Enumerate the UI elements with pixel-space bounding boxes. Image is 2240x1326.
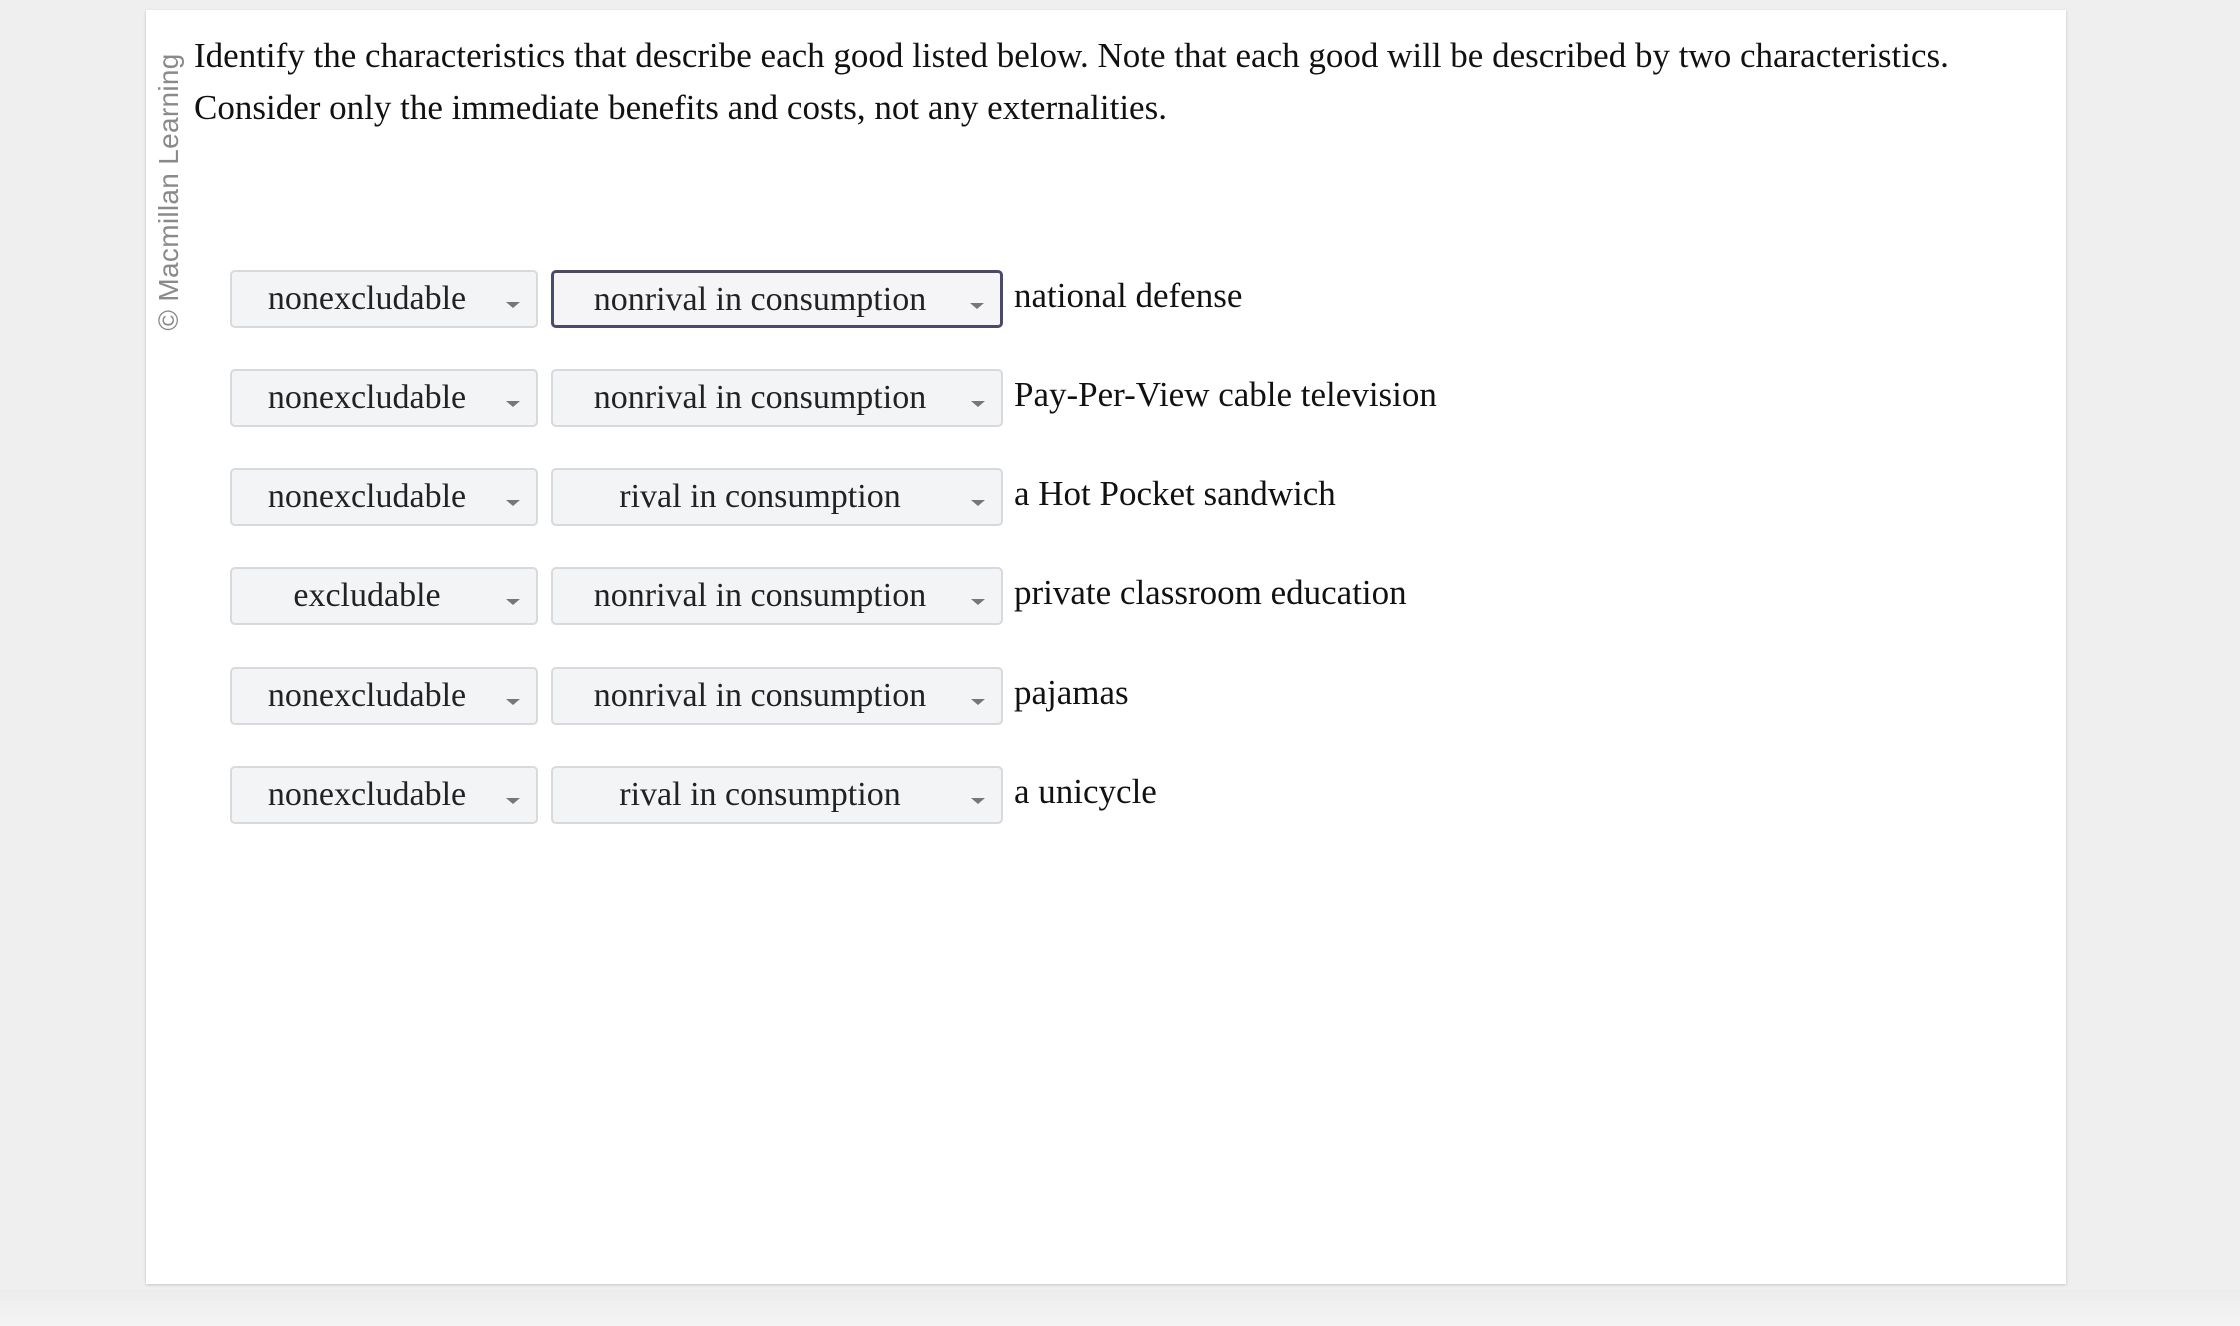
good-row-hot-pocket — [230, 468, 1630, 528]
chevron-down-icon — [506, 500, 520, 506]
chevron-down-icon — [971, 599, 985, 605]
excludability-dropdown[interactable] — [230, 369, 538, 427]
good-name: Pay-Per-View cable television — [1014, 375, 1437, 414]
rivalry-selected-value: nonrival in consumption — [593, 379, 927, 416]
excludability-selected-value: nonexcludable — [267, 280, 467, 317]
excludability-dropdown[interactable] — [230, 567, 538, 625]
excludability-selected-value: nonexcludable — [267, 677, 467, 714]
rivalry-dropdown[interactable] — [551, 270, 1003, 328]
good-row-unicycle — [230, 766, 1630, 826]
excludability-dropdown[interactable] — [230, 270, 538, 328]
excludability-selected-value: nonexcludable — [267, 776, 467, 813]
good-name: private classroom education — [1014, 573, 1407, 612]
excludability-selected-value: nonexcludable — [267, 478, 467, 515]
good-row-pajamas — [230, 667, 1630, 727]
rivalry-selected-value: nonrival in consumption — [593, 281, 927, 318]
chevron-down-icon — [506, 599, 520, 605]
rivalry-dropdown[interactable] — [551, 468, 1003, 526]
chevron-down-icon — [971, 401, 985, 407]
excludability-selected-value: excludable — [293, 577, 441, 614]
rivalry-dropdown[interactable] — [551, 369, 1003, 427]
rivalry-dropdown[interactable] — [551, 567, 1003, 625]
chevron-down-icon — [971, 798, 985, 804]
chevron-down-icon — [506, 401, 520, 407]
excludability-dropdown[interactable] — [230, 468, 538, 526]
excludability-dropdown[interactable] — [230, 766, 538, 824]
chevron-down-icon — [971, 500, 985, 506]
chevron-down-icon — [506, 302, 520, 308]
rivalry-selected-value: rival in consumption — [619, 478, 901, 515]
chevron-down-icon — [506, 798, 520, 804]
good-name: pajamas — [1014, 673, 1129, 712]
question-card — [146, 10, 2066, 1284]
good-name: a unicycle — [1014, 772, 1157, 811]
rivalry-selected-value: nonrival in consumption — [593, 577, 927, 614]
rivalry-selected-value: nonrival in consumption — [593, 677, 927, 714]
chevron-down-icon — [506, 699, 520, 705]
question-instructions: Identify the characteristics that describe each good listed below. Note that each good will be described by two characteristics. Consider only the immediate benefits and costs, not any externalities. — [194, 36, 1949, 127]
chevron-down-icon — [971, 699, 985, 705]
good-row-pay-per-view — [230, 369, 1630, 429]
rivalry-dropdown[interactable] — [551, 766, 1003, 824]
excludability-selected-value: nonexcludable — [267, 379, 467, 416]
copyright-watermark: © Macmillan Learning — [153, 53, 184, 331]
excludability-dropdown[interactable] — [230, 667, 538, 725]
chevron-down-icon — [970, 303, 984, 309]
good-name: a Hot Pocket sandwich — [1014, 474, 1336, 513]
rivalry-selected-value: rival in consumption — [619, 776, 901, 813]
good-row-private-education — [230, 567, 1630, 627]
good-row-national-defense — [230, 270, 1630, 330]
page-bottom-bar — [0, 1290, 2240, 1326]
good-name: national defense — [1014, 276, 1243, 315]
rivalry-dropdown[interactable] — [551, 667, 1003, 725]
